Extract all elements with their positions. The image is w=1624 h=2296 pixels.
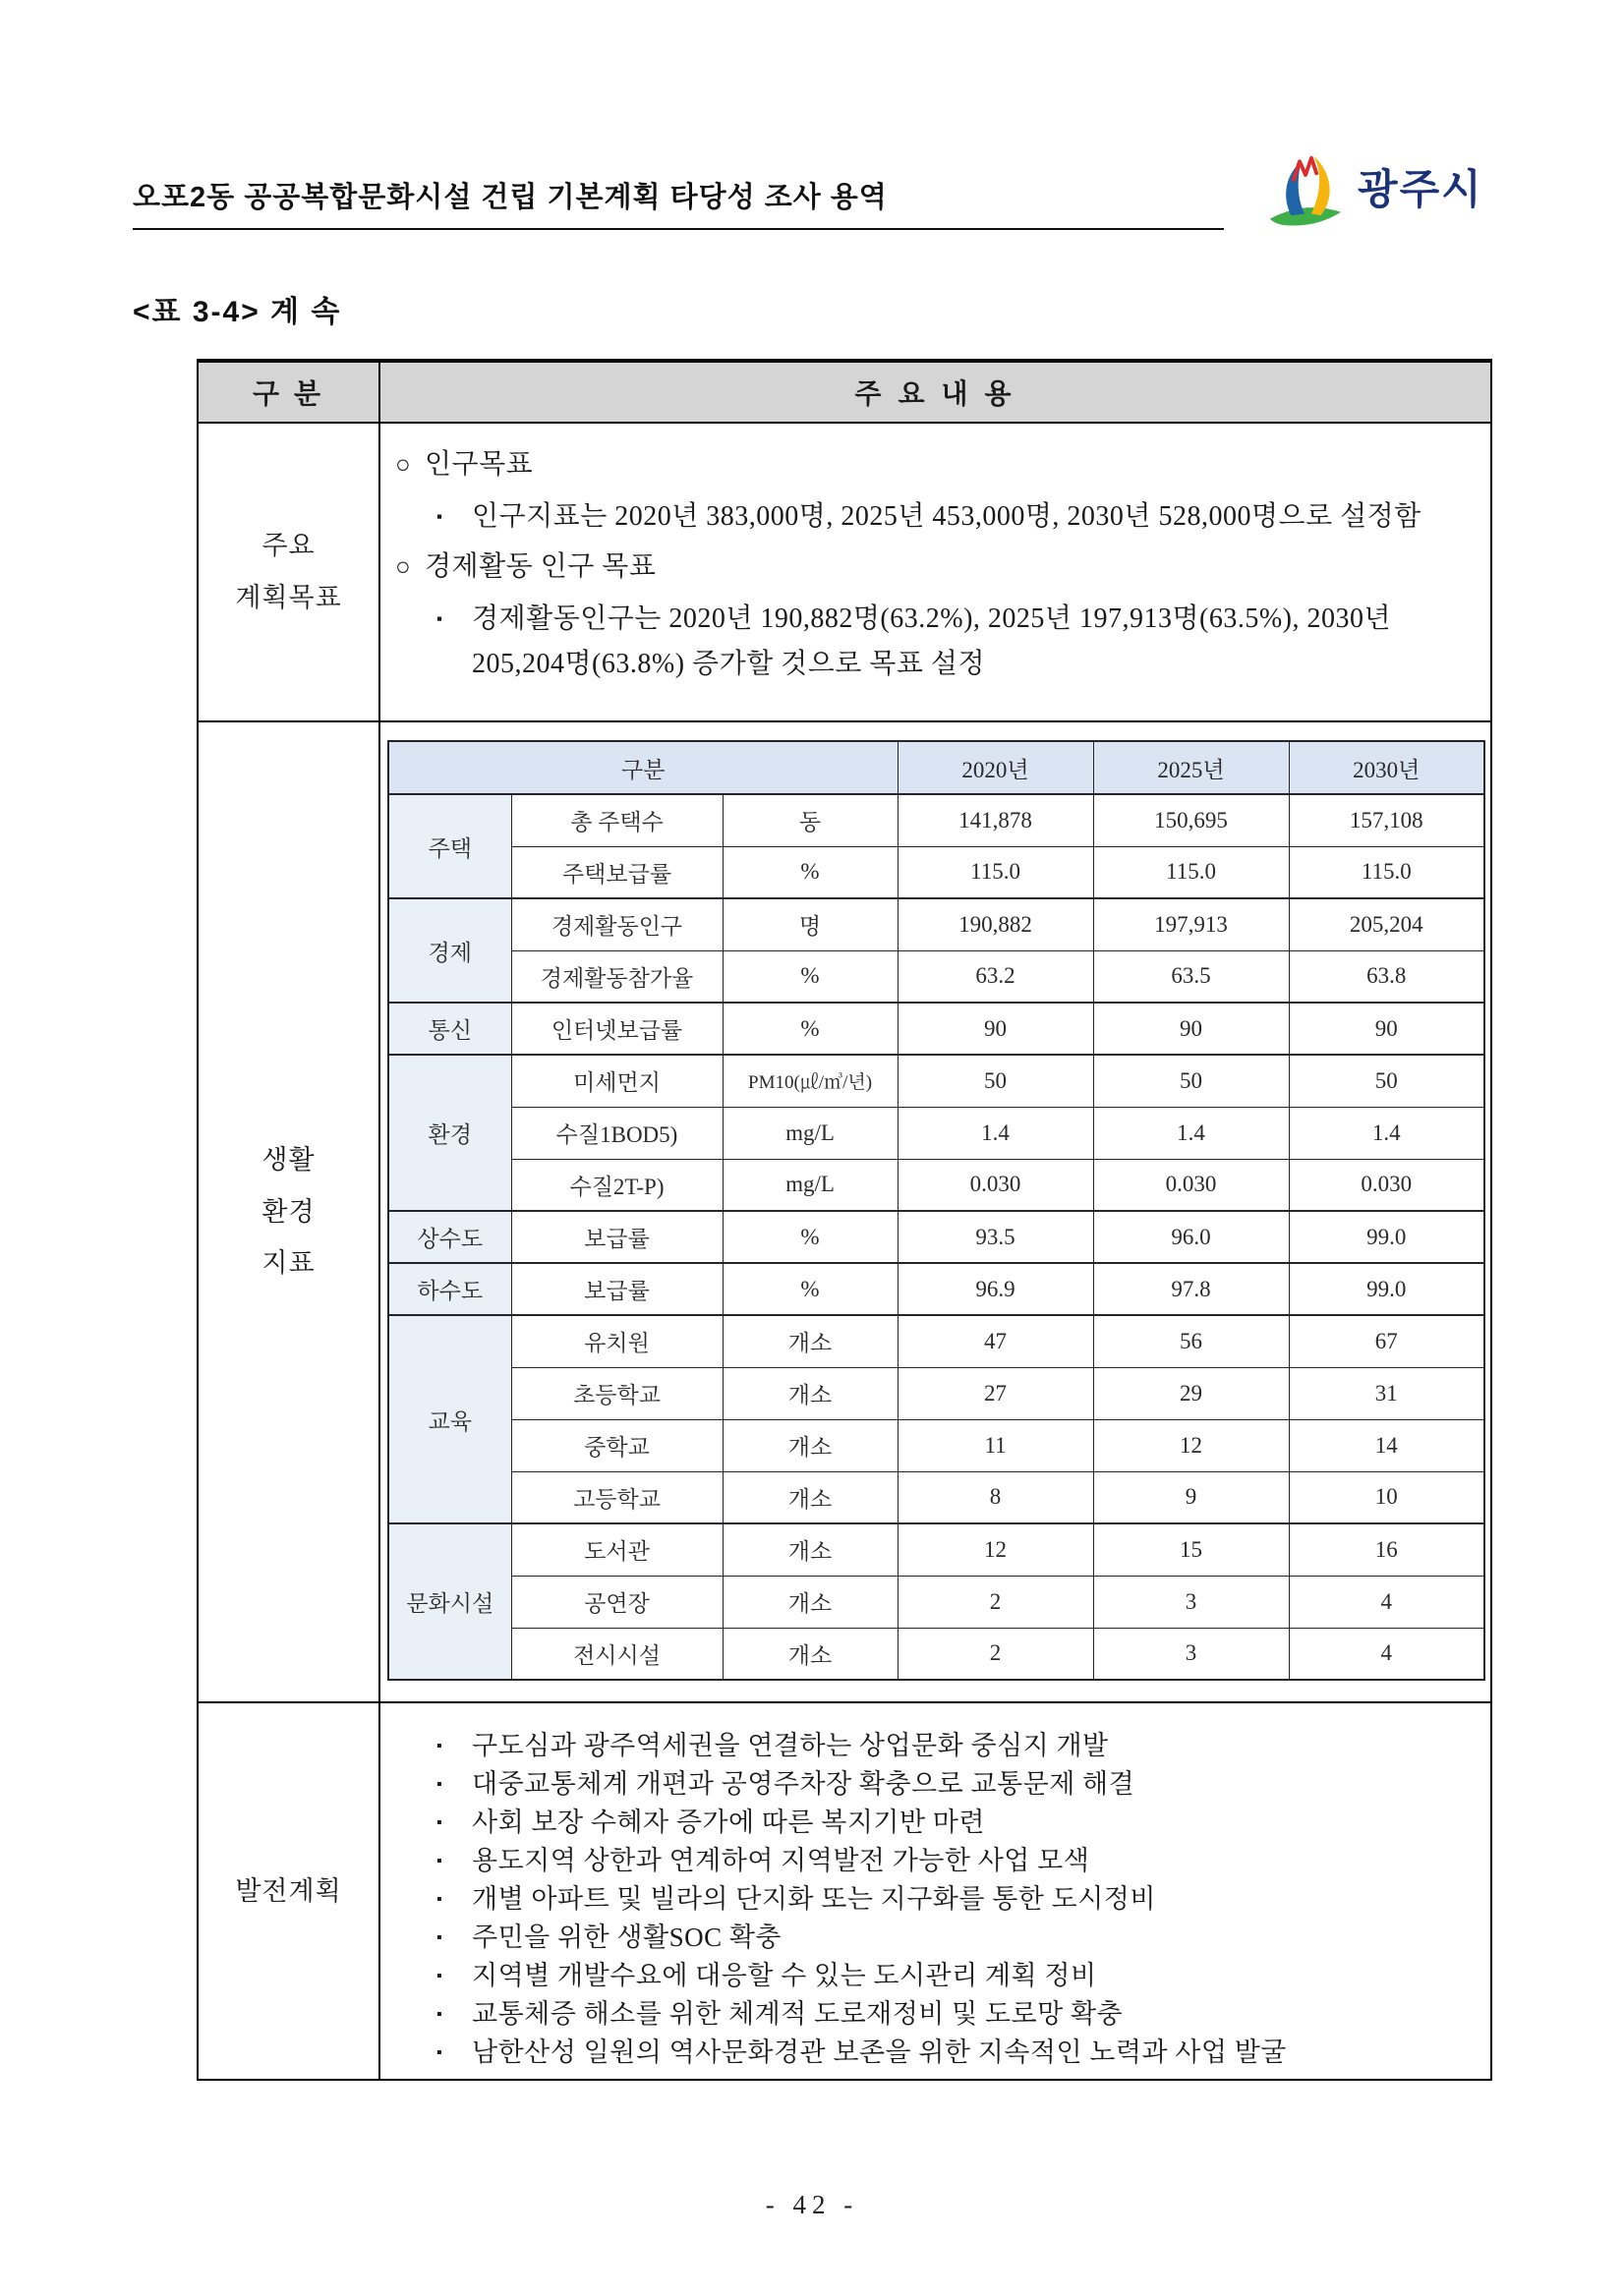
development-plan-text: 남한산성 일원의 역사문화경관 보존을 위한 지속적인 노력과 사업 발굴 bbox=[472, 2038, 1287, 2067]
indicator-value-cell: 10 bbox=[1289, 1471, 1484, 1523]
square-bullet-icon: ▪ bbox=[436, 1891, 442, 1908]
indicator-group-cell: 경제 bbox=[388, 898, 511, 1003]
indicator-value-cell: 205,204 bbox=[1289, 898, 1484, 950]
indicator-header-year-2025: 2025년 bbox=[1093, 741, 1289, 794]
living-indicators-content bbox=[380, 722, 1490, 1701]
main-goals-content bbox=[380, 424, 1490, 720]
goal-item-title: 경제활동 인구 목표 bbox=[425, 551, 657, 582]
indicator-value-cell: 8 bbox=[898, 1471, 1093, 1523]
development-plan-text: 교통체증 해소를 위한 체계적 도로재정비 및 도로망 확충 bbox=[472, 1999, 1124, 2029]
goal-sub-text: 경제활동인구는 2020년 190,882명(63.2%), 2025년 197,913명(63.5%), 2030년 205,204명(63.8%) 증가할 것으로 목표 설정 bbox=[472, 603, 1392, 679]
indicator-table-row bbox=[388, 794, 1484, 846]
indicator-table-row bbox=[388, 898, 1484, 950]
indicator-name-cell: 수질2T-P) bbox=[511, 1159, 723, 1211]
goal-sub-text: 인구지표는 2020년 383,000명, 2025년 453,000명, 2030년 528,000명으로 설정함 bbox=[472, 501, 1421, 532]
indicator-value-cell: 96.9 bbox=[898, 1263, 1093, 1315]
indicator-value-cell: 15 bbox=[1093, 1523, 1289, 1576]
table-caption: <표 3-4> 계 속 bbox=[133, 296, 342, 328]
indicator-value-cell: 141,878 bbox=[898, 794, 1093, 846]
indicator-table-row bbox=[388, 1107, 1484, 1159]
indicator-table-header-row bbox=[388, 741, 1484, 794]
square-bullet-icon: ▪ bbox=[436, 1853, 442, 1869]
square-bullet-icon: ▪ bbox=[436, 2044, 442, 2061]
indicator-value-cell: 1.4 bbox=[898, 1107, 1093, 1159]
indicator-unit-cell: % bbox=[723, 1263, 898, 1315]
indicator-group-cell: 상수도 bbox=[388, 1211, 511, 1263]
square-bullet-icon: ▪ bbox=[436, 1776, 442, 1793]
indicator-name-cell: 초등학교 bbox=[511, 1367, 723, 1419]
indicator-value-cell: 0.030 bbox=[898, 1159, 1093, 1211]
indicator-value-cell: 2 bbox=[898, 1576, 1093, 1628]
indicator-value-cell: 99.0 bbox=[1289, 1263, 1484, 1315]
goal-sub-item bbox=[436, 494, 1479, 540]
indicator-unit-cell: 개소 bbox=[723, 1576, 898, 1628]
gwangju-city-logo bbox=[1263, 138, 1509, 236]
indicator-value-cell: 50 bbox=[1289, 1055, 1484, 1107]
main-table-header-row bbox=[199, 363, 1490, 424]
row-label-line: 환경 bbox=[261, 1196, 316, 1227]
indicator-value-cell: 50 bbox=[1093, 1055, 1289, 1107]
square-bullet-icon: ▪ bbox=[436, 2006, 442, 2023]
indicator-name-cell: 수질1BOD5) bbox=[511, 1107, 723, 1159]
indicator-value-cell: 14 bbox=[1289, 1419, 1484, 1471]
indicator-value-cell: 56 bbox=[1093, 1315, 1289, 1367]
indicator-value-cell: 63.5 bbox=[1093, 950, 1289, 1003]
indicator-value-cell: 3 bbox=[1093, 1576, 1289, 1628]
goal-item-title: 인구목표 bbox=[425, 449, 534, 480]
square-bullet-icon: ▪ bbox=[436, 1814, 442, 1831]
indicator-value-cell: 67 bbox=[1289, 1315, 1484, 1367]
development-plan-text: 구도심과 광주역세권을 연결하는 상업문화 중심지 개발 bbox=[472, 1731, 1109, 1760]
indicator-value-cell: 16 bbox=[1289, 1523, 1484, 1576]
indicator-table-row bbox=[388, 1003, 1484, 1055]
indicator-table-body bbox=[388, 794, 1484, 1680]
indicator-name-cell: 총 주택수 bbox=[511, 794, 723, 846]
indicator-table-row bbox=[388, 950, 1484, 1003]
row-label-line: 생활 bbox=[261, 1145, 316, 1176]
indicator-value-cell: 90 bbox=[1289, 1003, 1484, 1055]
indicator-table-row bbox=[388, 1211, 1484, 1263]
development-plan-item bbox=[395, 1919, 1479, 1957]
indicator-value-cell: 63.2 bbox=[898, 950, 1093, 1003]
indicator-unit-cell: 개소 bbox=[723, 1367, 898, 1419]
row-label-main-goals bbox=[199, 424, 380, 720]
development-plan-item bbox=[395, 2034, 1479, 2072]
main-table-header-category: 구 분 bbox=[199, 363, 380, 422]
indicator-value-cell: 190,882 bbox=[898, 898, 1093, 950]
indicator-name-cell: 인터넷보급률 bbox=[511, 1003, 723, 1055]
indicator-name-cell: 미세먼지 bbox=[511, 1055, 723, 1107]
indicator-unit-cell: 개소 bbox=[723, 1471, 898, 1523]
indicator-unit-cell: 개소 bbox=[723, 1523, 898, 1576]
development-plan-content bbox=[380, 1703, 1490, 2079]
indicator-value-cell: 0.030 bbox=[1093, 1159, 1289, 1211]
development-plan-text: 사회 보장 수혜자 증가에 따른 복지기반 마련 bbox=[472, 1808, 985, 1837]
indicator-value-cell: 115.0 bbox=[1093, 846, 1289, 898]
indicator-value-cell: 29 bbox=[1093, 1367, 1289, 1419]
indicator-value-cell: 150,695 bbox=[1093, 794, 1289, 846]
indicator-unit-cell: % bbox=[723, 950, 898, 1003]
indicator-value-cell: 96.0 bbox=[1093, 1211, 1289, 1263]
indicator-value-cell: 27 bbox=[898, 1367, 1093, 1419]
header-divider bbox=[133, 228, 1224, 230]
row-label-line: 지표 bbox=[261, 1248, 316, 1279]
indicator-value-cell: 47 bbox=[898, 1315, 1093, 1367]
indicator-name-cell: 중학교 bbox=[511, 1419, 723, 1471]
indicator-value-cell: 3 bbox=[1093, 1628, 1289, 1680]
indicator-value-cell: 93.5 bbox=[898, 1211, 1093, 1263]
row-label-line: 발전계획 bbox=[235, 1875, 342, 1906]
indicator-name-cell: 고등학교 bbox=[511, 1471, 723, 1523]
indicator-value-cell: 1.4 bbox=[1289, 1107, 1484, 1159]
indicator-table bbox=[387, 740, 1485, 1681]
development-plan-text: 개별 아파트 및 빌라의 단지화 또는 지구화를 통한 도시정비 bbox=[472, 1884, 1156, 1914]
indicator-table-row bbox=[388, 1419, 1484, 1471]
indicator-group-cell: 문화시설 bbox=[388, 1523, 511, 1680]
circle-bullet-icon: ○ bbox=[395, 450, 411, 479]
indicator-name-cell: 공연장 bbox=[511, 1576, 723, 1628]
row-label-living-indicators bbox=[199, 722, 380, 1701]
indicator-value-cell: 115.0 bbox=[898, 846, 1093, 898]
indicator-value-cell: 99.0 bbox=[1289, 1211, 1484, 1263]
indicator-name-cell: 경제활동인구 bbox=[511, 898, 723, 950]
indicator-group-cell: 환경 bbox=[388, 1055, 511, 1211]
indicator-group-cell: 통신 bbox=[388, 1003, 511, 1055]
indicator-value-cell: 157,108 bbox=[1289, 794, 1484, 846]
indicator-unit-cell: mg/L bbox=[723, 1159, 898, 1211]
indicator-unit-cell: 개소 bbox=[723, 1315, 898, 1367]
indicator-value-cell: 90 bbox=[1093, 1003, 1289, 1055]
indicator-unit-cell: 개소 bbox=[723, 1419, 898, 1471]
indicator-table-row bbox=[388, 1523, 1484, 1576]
indicator-value-cell: 115.0 bbox=[1289, 846, 1484, 898]
indicator-value-cell: 31 bbox=[1289, 1367, 1484, 1419]
development-plan-item bbox=[395, 1842, 1479, 1880]
goal-sub-item bbox=[436, 597, 1479, 687]
development-plan-text: 지역별 개발수요에 대응할 수 있는 도시관리 계획 정비 bbox=[472, 1961, 1097, 1990]
indicator-table-row bbox=[388, 1471, 1484, 1523]
row-development-plan bbox=[199, 1703, 1490, 2079]
development-plan-text: 주민을 위한 생활SOC 확충 bbox=[472, 1923, 783, 1952]
indicator-value-cell: 4 bbox=[1289, 1576, 1484, 1628]
square-bullet-icon: ▪ bbox=[436, 609, 443, 628]
indicator-value-cell: 4 bbox=[1289, 1628, 1484, 1680]
page-number: - 42 - bbox=[765, 2190, 859, 2219]
indicator-value-cell: 0.030 bbox=[1289, 1159, 1484, 1211]
main-table-header-content: 주 요 내 용 bbox=[854, 379, 1016, 410]
row-main-goals bbox=[199, 424, 1490, 722]
indicator-value-cell: 11 bbox=[898, 1419, 1093, 1471]
indicator-unit-cell: 개소 bbox=[723, 1628, 898, 1680]
indicator-table-row bbox=[388, 846, 1484, 898]
indicator-unit-cell: mg/L bbox=[723, 1107, 898, 1159]
development-plan-item bbox=[395, 1957, 1479, 1995]
indicator-value-cell: 50 bbox=[898, 1055, 1093, 1107]
development-plan-item bbox=[395, 1765, 1479, 1804]
indicator-unit-cell: PM10(㎕/㎥/년) bbox=[723, 1055, 898, 1107]
indicator-table-row bbox=[388, 1367, 1484, 1419]
development-plan-item bbox=[395, 1804, 1479, 1842]
row-label-development-plan bbox=[199, 1703, 380, 2079]
indicator-unit-cell: % bbox=[723, 1003, 898, 1055]
indicator-unit-cell: % bbox=[723, 846, 898, 898]
indicator-table-row bbox=[388, 1315, 1484, 1367]
indicator-header-year-2020: 2020년 bbox=[898, 741, 1093, 794]
indicator-header-year-2030: 2030년 bbox=[1289, 741, 1484, 794]
indicator-table-row bbox=[388, 1159, 1484, 1211]
indicator-unit-cell: % bbox=[723, 1211, 898, 1263]
development-plan-item bbox=[395, 1727, 1479, 1765]
indicator-group-cell: 하수도 bbox=[388, 1263, 511, 1315]
indicator-unit-cell: 명 bbox=[723, 898, 898, 950]
development-plan-text: 용도지역 상한과 연계하여 지역발전 가능한 사업 모색 bbox=[472, 1846, 1090, 1875]
indicator-name-cell: 보급률 bbox=[511, 1263, 723, 1315]
indicator-value-cell: 197,913 bbox=[1093, 898, 1289, 950]
indicator-unit-cell: 동 bbox=[723, 794, 898, 846]
goal-item bbox=[395, 443, 1479, 490]
indicator-value-cell: 12 bbox=[1093, 1419, 1289, 1471]
indicator-group-cell: 교육 bbox=[388, 1315, 511, 1523]
development-plan-item bbox=[395, 1995, 1479, 2034]
goal-item bbox=[395, 545, 1479, 593]
indicator-table-row bbox=[388, 1628, 1484, 1680]
indicator-name-cell: 전시시설 bbox=[511, 1628, 723, 1680]
indicator-value-cell: 12 bbox=[898, 1523, 1093, 1576]
indicator-group-cell: 주택 bbox=[388, 794, 511, 898]
indicator-value-cell: 2 bbox=[898, 1628, 1093, 1680]
indicator-value-cell: 63.8 bbox=[1289, 950, 1484, 1003]
square-bullet-icon: ▪ bbox=[436, 1968, 442, 1984]
row-label-line: 계획목표 bbox=[235, 583, 342, 612]
indicator-name-cell: 주택보급률 bbox=[511, 846, 723, 898]
indicator-table-row bbox=[388, 1576, 1484, 1628]
square-bullet-icon: ▪ bbox=[436, 1929, 442, 1946]
circle-bullet-icon: ○ bbox=[395, 552, 411, 581]
row-living-indicators bbox=[199, 722, 1490, 1703]
square-bullet-icon: ▪ bbox=[436, 507, 443, 526]
row-label-line: 주요 bbox=[261, 531, 316, 561]
indicator-value-cell: 1.4 bbox=[1093, 1107, 1289, 1159]
indicator-header-gubun: 구분 bbox=[388, 741, 898, 794]
logo-text: 광주시 bbox=[1358, 166, 1483, 212]
indicator-table-row bbox=[388, 1263, 1484, 1315]
development-plan-text: 대중교통체계 개편과 공영주차장 확충으로 교통문제 해결 bbox=[472, 1769, 1135, 1799]
square-bullet-icon: ▪ bbox=[436, 1738, 442, 1754]
indicator-name-cell: 도서관 bbox=[511, 1523, 723, 1576]
page-header-title: 오포2동 공공복합문화시설 건립 기본계획 타당성 조사 용역 bbox=[133, 182, 888, 213]
indicator-name-cell: 보급률 bbox=[511, 1211, 723, 1263]
indicator-name-cell: 경제활동참가율 bbox=[511, 950, 723, 1003]
indicator-name-cell: 유치원 bbox=[511, 1315, 723, 1367]
indicator-value-cell: 97.8 bbox=[1093, 1263, 1289, 1315]
gwangju-city-logo-icon bbox=[1263, 142, 1348, 232]
indicator-value-cell: 9 bbox=[1093, 1471, 1289, 1523]
main-table bbox=[197, 359, 1492, 2081]
indicator-table-row bbox=[388, 1055, 1484, 1107]
indicator-value-cell: 90 bbox=[898, 1003, 1093, 1055]
development-plan-item bbox=[395, 1880, 1479, 1919]
